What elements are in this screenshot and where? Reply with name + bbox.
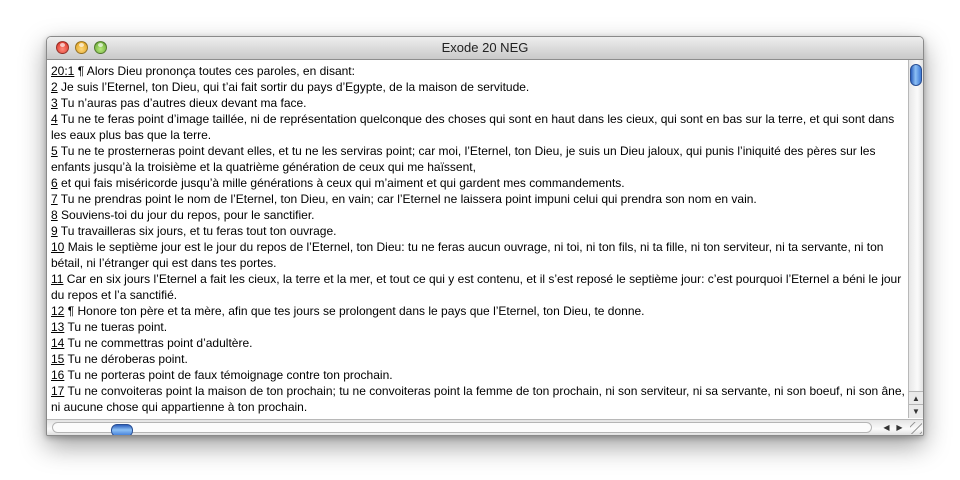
- verse-line: [50, 351, 906, 367]
- verse-number-link[interactable]: 10: [51, 240, 65, 254]
- verse-number-link[interactable]: 5: [51, 144, 58, 158]
- resize-grip-icon[interactable]: [910, 422, 922, 434]
- verse-number-link[interactable]: 8: [51, 208, 58, 222]
- verse-text: Tu ne convoiteras point la maison de ton prochain; tu ne convoiteras point la femme de ton prochain, ni son serviteur, ni sa servante, ni son boeuf, ni son âne, ni aucune chose qui appartienne à ton prochain.: [51, 384, 905, 414]
- verse-text: Souviens-toi du jour du repos, pour le sanctifier.: [57, 208, 315, 222]
- verse-number-link[interactable]: 7: [51, 192, 58, 206]
- verse-number-link[interactable]: 9: [51, 224, 58, 238]
- verse-number-link[interactable]: 13: [51, 320, 65, 334]
- verse-line: [50, 95, 906, 111]
- verse-line: [50, 79, 906, 95]
- verse-number-link[interactable]: 16: [51, 368, 65, 382]
- verse-number-link[interactable]: 3: [51, 96, 58, 110]
- title-bar[interactable]: [47, 37, 923, 60]
- verse-text: Tu ne commettras point d’adultère.: [64, 336, 253, 350]
- scroll-up-arrow-icon[interactable]: ▲: [909, 391, 923, 405]
- scroll-down-arrow-icon[interactable]: ▼: [909, 404, 923, 418]
- verse-line: [50, 335, 906, 351]
- verse-text: et qui fais miséricorde jusqu’à mille générations à ceux qui m’aiment et qui gardent mes commandements.: [57, 176, 625, 190]
- verse-text: ¶ Alors Dieu prononça toutes ces paroles, en disant:: [74, 64, 355, 78]
- scroll-left-arrow-icon[interactable]: ◀: [883, 423, 890, 432]
- horizontal-scrollbar[interactable]: [47, 419, 923, 435]
- verse-text: Tu ne te feras point d’image taillée, ni de représentation quelconque des choses qui sont en haut dans les cieux, qui sont en bas sur la terre, et qui sont dans les eaux plus bas que la terre.: [51, 112, 895, 142]
- verse-line: [50, 367, 906, 383]
- verse-number-link[interactable]: 20:1: [51, 64, 75, 78]
- verse-line: [50, 239, 906, 271]
- verse-text: Tu ne te prosterneras point devant elles, et tu ne les serviras point; car moi, l’Eternel, ton Dieu, je suis un Dieu jaloux, qui punis l’iniquité des pères sur les enfants jusqu’à la troisième et la quatrième génération de ceux qui me haïssent,: [51, 144, 876, 174]
- verse-line: [50, 191, 906, 207]
- verse-number-link[interactable]: 2: [51, 80, 58, 94]
- verse-text: Car en six jours l’Eternel a fait les cieux, la terre et la mer, et tout ce qui y est contenu, et il s’est reposé le septième jour: c’est pourquoi l’Eternel a béni le jour du repos et l’a sanctifié.: [51, 272, 902, 302]
- scripture-text[interactable]: [50, 63, 906, 415]
- verse-text: Je suis l’Eternel, ton Dieu, qui t’ai fait sortir du pays d’Egypte, de la maison de servitude.: [57, 80, 530, 94]
- verse-line: [50, 63, 906, 79]
- verse-line: [50, 143, 906, 175]
- verse-number-link[interactable]: 17: [51, 384, 65, 398]
- vertical-scroll-thumb[interactable]: [910, 64, 922, 86]
- verse-line: [50, 319, 906, 335]
- verse-text: Tu travailleras six jours, et tu feras tout ton ouvrage.: [57, 224, 337, 238]
- horizontal-scroll-track[interactable]: [52, 422, 872, 433]
- verse-text: Mais le septième jour est le jour du repos de l’Eternel, ton Dieu: tu ne feras aucun ouvrage, ni toi, ni ton fils, ni ta fille, ni ton serviteur, ni ta servante, ni ton bétail, ni l’étranger qui est dans tes portes.: [51, 240, 884, 270]
- window-title: Exode 20 NEG: [441, 40, 529, 55]
- verse-line: [50, 111, 906, 143]
- verse-number-link[interactable]: 12: [51, 304, 65, 318]
- verse-line: [50, 207, 906, 223]
- verse-line: [50, 303, 906, 319]
- verse-number-link[interactable]: 15: [51, 352, 65, 366]
- verse-text: Tu ne prendras point le nom de l’Eternel, ton Dieu, en vain; car l’Eternel ne laissera point impuni celui qui prendra son nom en vain.: [57, 192, 757, 206]
- verse-text: ¶ Honore ton père et ta mère, afin que tes jours se prolongent dans le pays que l’Eternel, ton Dieu, te donne.: [64, 304, 645, 318]
- bible-window: [46, 36, 924, 436]
- vertical-scrollbar[interactable]: [908, 60, 923, 418]
- verse-line: [50, 223, 906, 239]
- verse-line: [50, 383, 906, 415]
- horizontal-scroll-thumb[interactable]: [111, 424, 133, 436]
- verse-number-link[interactable]: 4: [51, 112, 58, 126]
- verse-line: [50, 271, 906, 303]
- verse-number-link[interactable]: 6: [51, 176, 58, 190]
- verse-text: Tu ne porteras point de faux témoignage contre ton prochain.: [64, 368, 393, 382]
- verse-number-link[interactable]: 11: [51, 272, 64, 286]
- verse-line: [50, 175, 906, 191]
- verse-text: Tu ne déroberas point.: [64, 352, 188, 366]
- scroll-right-arrow-icon[interactable]: ▶: [896, 423, 903, 432]
- verse-text: Tu n’auras pas d’autres dieux devant ma face.: [57, 96, 307, 110]
- verse-number-link[interactable]: 14: [51, 336, 65, 350]
- verse-text: Tu ne tueras point.: [64, 320, 168, 334]
